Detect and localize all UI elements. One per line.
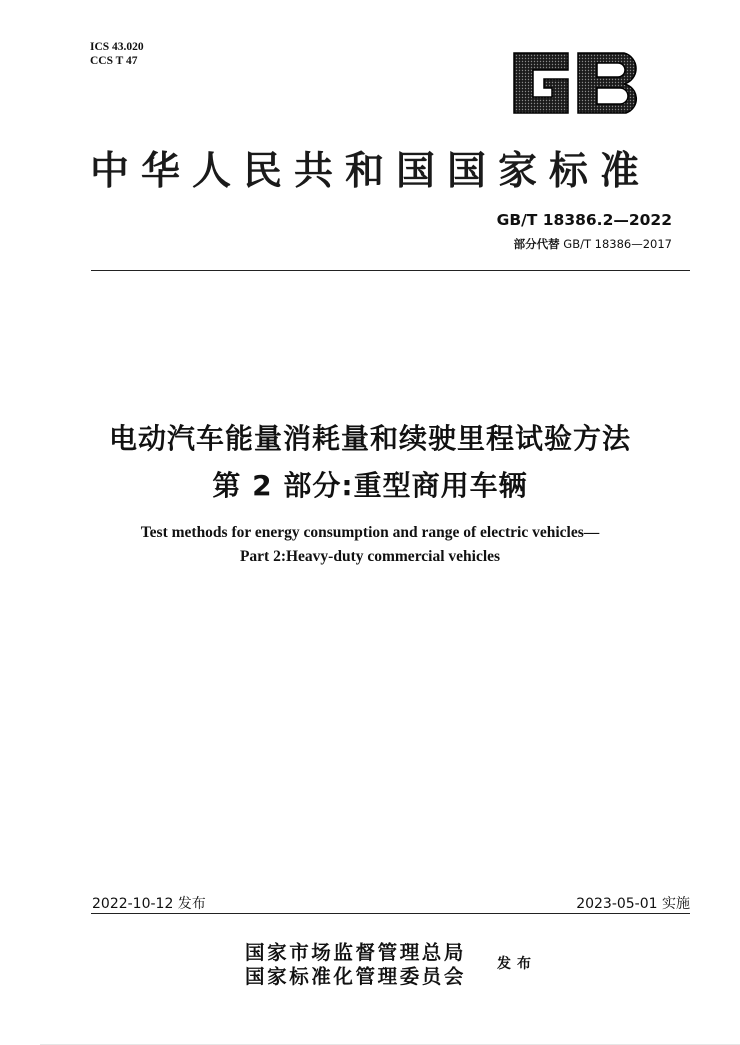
title-en-line1: Test methods for energy consumption and range of electric vehicles—: [140, 524, 600, 541]
national-standard-heading: 中华人民共和国国家标准: [90, 148, 652, 194]
implementation-date: 2023-05-01 实施: [576, 896, 690, 912]
classification-codes: [90, 40, 144, 68]
gb-logo: [506, 48, 648, 118]
ics-code: ICS 43.020: [90, 41, 144, 53]
bottom-divider: [91, 913, 690, 914]
logo-letter-b: [578, 53, 636, 113]
replaces-prefix: 部分代替: [513, 237, 560, 251]
replaces-note: [514, 236, 672, 252]
top-divider: [91, 270, 690, 271]
issue-date: 2022-10-12 发布: [92, 896, 206, 912]
replaces-code: GB/T 18386—2017: [563, 237, 672, 251]
title-en-line2: Part 2:Heavy-duty commercial vehicles: [239, 548, 501, 565]
standard-number: GB/T 18386.2—2022: [496, 211, 672, 229]
logo-letter-g: [514, 53, 568, 113]
publish-label: 发布: [497, 956, 537, 972]
issuer-samr: 国家市场监督管理总局: [245, 941, 467, 964]
title-cn-line1: 电动汽车能量消耗量和续驶里程试验方法: [108, 422, 631, 455]
issuing-organizations: [245, 941, 466, 989]
issuer-sac: 国家标准化管理委员会: [245, 965, 467, 988]
title-cn-line2: 第 2 部分:重型商用车辆: [212, 469, 528, 502]
ccs-code: CCS T 47: [90, 55, 138, 67]
